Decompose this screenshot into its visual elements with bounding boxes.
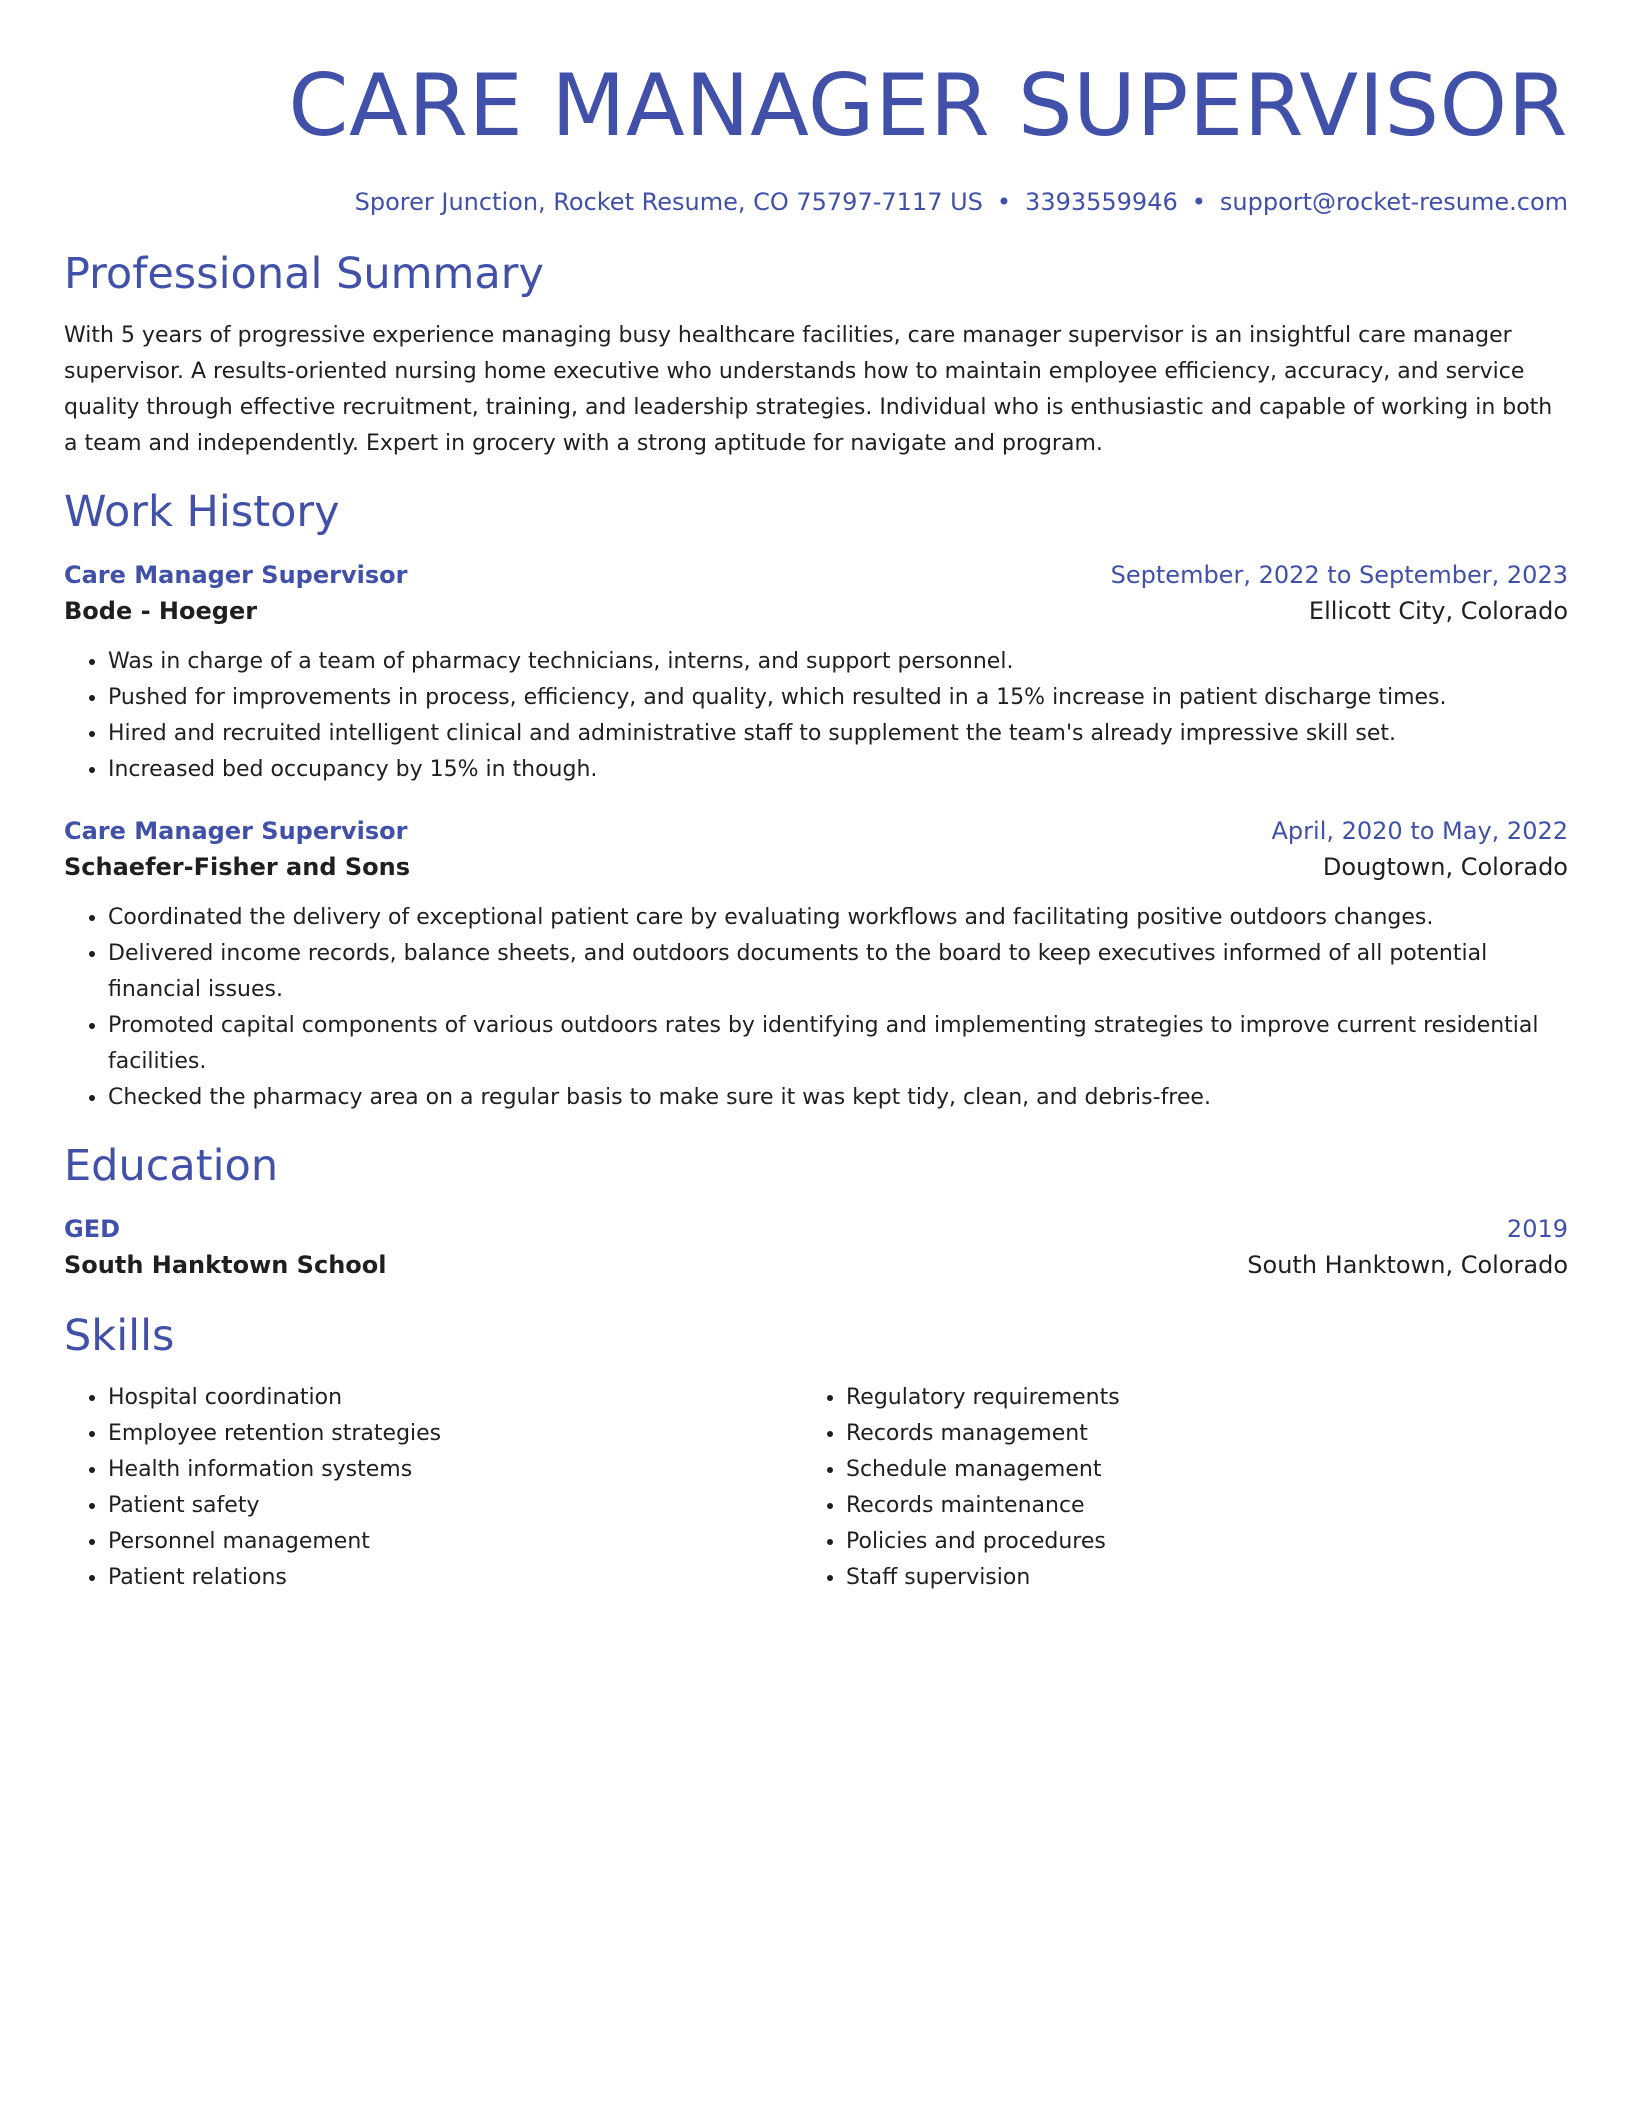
skill-item: • Personnel management	[108, 1524, 802, 1560]
candidate-name: CARE MANAGER SUPERVISOR	[288, 56, 1568, 156]
education-location: South Hanktown, Colorado	[1247, 1251, 1568, 1279]
job-company-row	[64, 592, 1568, 630]
professional-summary-section	[64, 246, 1568, 462]
job-title-row	[64, 558, 1568, 592]
job-bullet: • Coordinated the delivery of exceptional patient care by evaluating workflows and facilitating positive outdoors changes.	[108, 900, 1568, 936]
section-title: Work History	[64, 487, 340, 537]
job-dates: April, 2020 to May, 2022	[1271, 817, 1568, 845]
skill-item: • Records maintenance	[846, 1488, 1540, 1524]
skill-item: • Employee retention strategies	[108, 1416, 802, 1452]
contact-email: support@rocket-resume.com	[1219, 188, 1568, 216]
summary-text: With 5 years of progressive experience managing busy healthcare facilities, care manager supervisor is an insightful care manager supervisor. A results-oriented nursing home executive who understands how to maintain employee efficiency, accuracy, and service quality through effective recruitment, training, and leadership strategies. Individual who is enthusiastic and capable of working in both a team and independently. Expert in grocery with a strong aptitude for navigate and program.	[64, 323, 1553, 456]
job-company: Bode - Hoeger	[64, 597, 258, 625]
job-bullet: • Pushed for improvements in process, efficiency, and quality, which resulted in a 15% increase in patient discharge times.	[108, 680, 1568, 716]
job-dates: September, 2022 to September, 2023	[1110, 561, 1568, 589]
skill-item: • Policies and procedures	[846, 1524, 1540, 1560]
skill-item: • Regulatory requirements	[846, 1380, 1540, 1416]
skill-item: • Hospital coordination	[108, 1380, 802, 1416]
job-bullet: • Was in charge of a team of pharmacy technicians, interns, and support personnel.	[108, 644, 1568, 680]
job-bullet: • Checked the pharmacy area on a regular basis to make sure it was kept tidy, clean, and debris-free.	[108, 1080, 1568, 1116]
skill-item: • Patient safety	[108, 1488, 802, 1524]
education-section	[64, 1138, 1568, 1284]
contact-phone: 3393559946	[1025, 188, 1178, 216]
contact-address: Sporer Junction, Rocket Resume, CO 75797-7117 US	[354, 188, 983, 216]
contact-line	[64, 186, 1568, 218]
skills-column-left	[64, 1380, 802, 1596]
work-history-section	[64, 484, 1568, 1116]
education-school: South Hanktown School	[64, 1251, 387, 1279]
section-title: Skills	[64, 1311, 175, 1361]
job-bullets	[64, 644, 1568, 788]
education-year: 2019	[1506, 1215, 1568, 1243]
skill-item: • Staff supervision	[846, 1560, 1540, 1596]
resume-header	[64, 56, 1568, 218]
job-bullet: • Promoted capital components of various outdoors rates by identifying and implementing strategies to improve current residential facilities.	[108, 1008, 1568, 1080]
job-bullet: • Increased bed occupancy by 15% in though.	[108, 752, 1568, 788]
job-location: Ellicott City, Colorado	[1308, 597, 1568, 625]
education-degree: GED	[64, 1215, 121, 1243]
skill-item: • Patient relations	[108, 1560, 802, 1596]
contact-separator: •	[996, 188, 1012, 216]
education-degree-row	[64, 1212, 1568, 1246]
section-title: Professional Summary	[64, 249, 544, 299]
job-bullet: • Delivered income records, balance sheets, and outdoors documents to the board to keep executives informed of all potential financial issues.	[108, 936, 1568, 1008]
job-company: Schaefer-Fisher and Sons	[64, 853, 411, 881]
job-entry	[64, 814, 1568, 1116]
job-entry	[64, 558, 1568, 788]
skill-item: • Health information systems	[108, 1452, 802, 1488]
skill-item: • Schedule management	[846, 1452, 1540, 1488]
job-title-row	[64, 814, 1568, 848]
education-entry	[64, 1212, 1568, 1284]
contact-separator: •	[1191, 188, 1206, 216]
skills-section	[64, 1308, 1568, 1596]
skill-item: • Records management	[846, 1416, 1540, 1452]
education-school-row	[64, 1246, 1568, 1284]
skills-grid	[64, 1380, 1568, 1596]
skills-column-right	[802, 1380, 1540, 1596]
job-title: Care Manager Supervisor	[64, 561, 408, 589]
section-title: Education	[64, 1141, 279, 1191]
job-company-row	[64, 848, 1568, 886]
job-title: Care Manager Supervisor	[64, 817, 408, 845]
job-bullets	[64, 900, 1568, 1116]
job-location: Dougtown, Colorado	[1322, 853, 1568, 881]
job-bullet: • Hired and recruited intelligent clinical and administrative staff to supplement the team's already impressive skill set.	[108, 716, 1568, 752]
